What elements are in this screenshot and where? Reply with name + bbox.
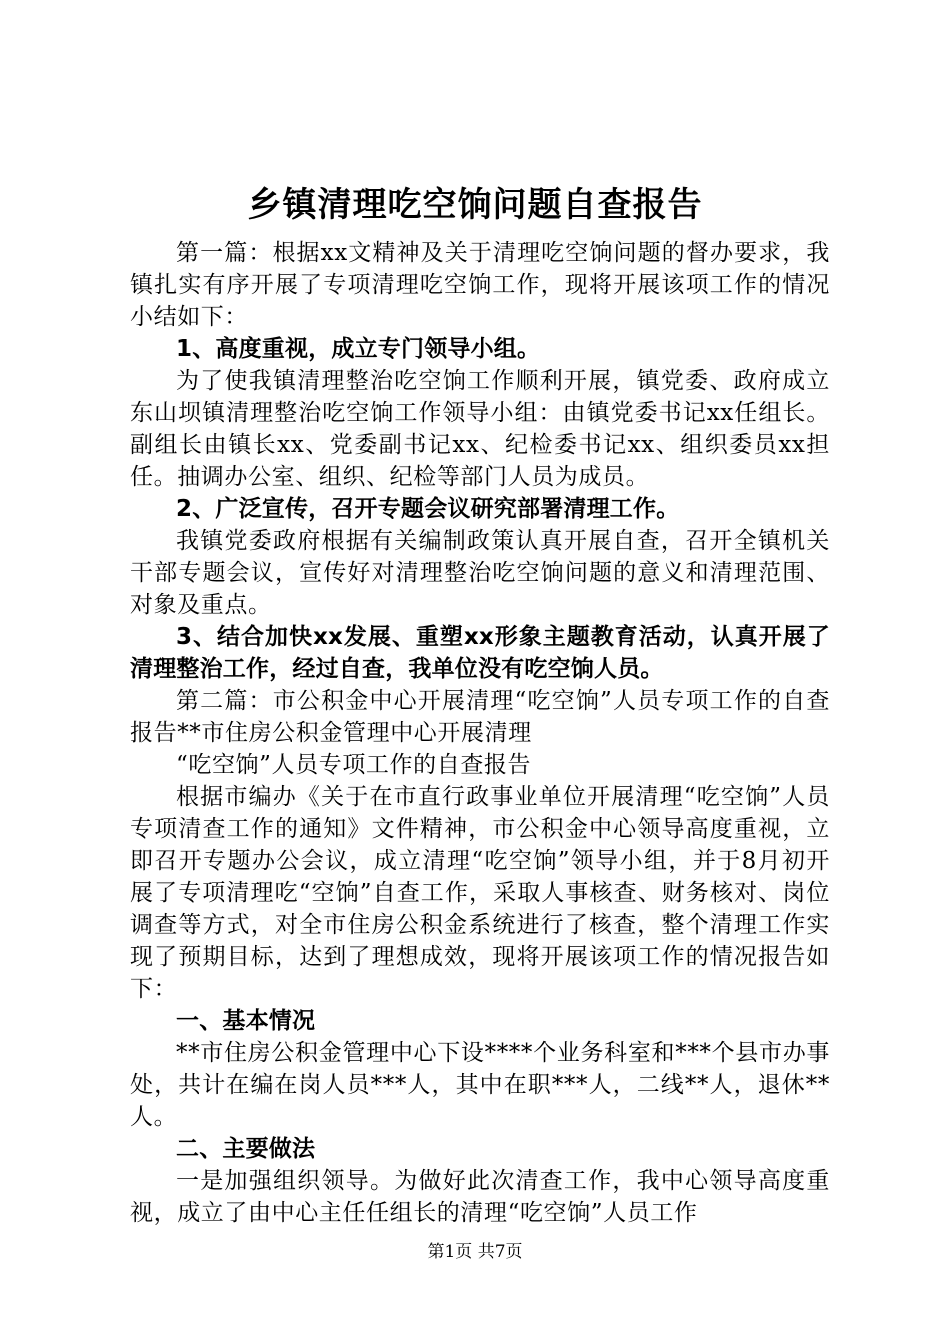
section-heading: 二、主要做法 bbox=[176, 1136, 316, 1162]
paragraph: 第一篇：根据xx文精神及关于清理吃空饷问题的督办要求，我镇扎实有序开展了专项清理吃空饷工作，现将开展该项工作的情况小结如下： bbox=[130, 240, 830, 330]
section-heading: 2、广泛宣传，召开专题会议研究部署清理工作。 bbox=[176, 496, 680, 522]
section-heading: 一、基本情况 bbox=[176, 1008, 316, 1034]
document-body bbox=[130, 237, 830, 1229]
paragraph: 为了使我镇清理整治吃空饷工作顺利开展，镇党委、政府成立东山坝镇清理整治吃空饷工作领导小组：由镇党委书记xx任组长。副组长由镇长xx、党委副书记xx、纪检委书记xx、组织委员xx担任。抽调办公室、组织、纪检等部门人员为成员。 bbox=[130, 368, 830, 490]
paragraph: 第二篇：市公积金中心开展清理“吃空饷”人员专项工作的自查报告**市住房公积金管理中心开展清理 bbox=[130, 688, 830, 746]
section-heading: 1、高度重视，成立专门领导小组。 bbox=[176, 336, 541, 362]
paragraph: “吃空饷”人员专项工作的自查报告 bbox=[176, 752, 532, 778]
paragraph: 一是加强组织领导。为做好此次清查工作，我中心领导高度重视，成立了由中心主任任组长的清理“吃空饷”人员工作 bbox=[130, 1168, 830, 1226]
paragraph: **市住房公积金管理中心下设****个业务科室和***个县市办事处，共计在编在岗人员***人，其中在职***人，二线**人，退休**人。 bbox=[130, 1040, 830, 1130]
section-heading: 3、结合加快xx发展、重塑xx形象主题教育活动，认真开展了清理整治工作，经过自查，我单位没有吃空饷人员。 bbox=[130, 624, 830, 682]
paragraph: 我镇党委政府根据有关编制政策认真开展自查，召开全镇机关干部专题会议，宣传好对清理整治吃空饷问题的意义和清理范围、对象及重点。 bbox=[130, 528, 830, 618]
page-footer: 第1页 共7页 bbox=[427, 1242, 523, 1262]
document-title: 乡镇清理吃空饷问题自查报告 bbox=[247, 185, 703, 225]
paragraph: 根据市编办《关于在市直行政事业单位开展清理“吃空饷”人员专项清查工作的通知》文件精神，市公积金中心领导高度重视，立即召开专题办公会议，成立清理“吃空饷”领导小组，并于8月初开展了专项清理吃“空饷”自查工作，采取人事核查、财务核对、岗位调查等方式，对全市住房公积金系统进行了核查，整个清理工作实现了预期目标，达到了理想成效，现将开展该项工作的情况报告如下： bbox=[130, 784, 830, 1002]
